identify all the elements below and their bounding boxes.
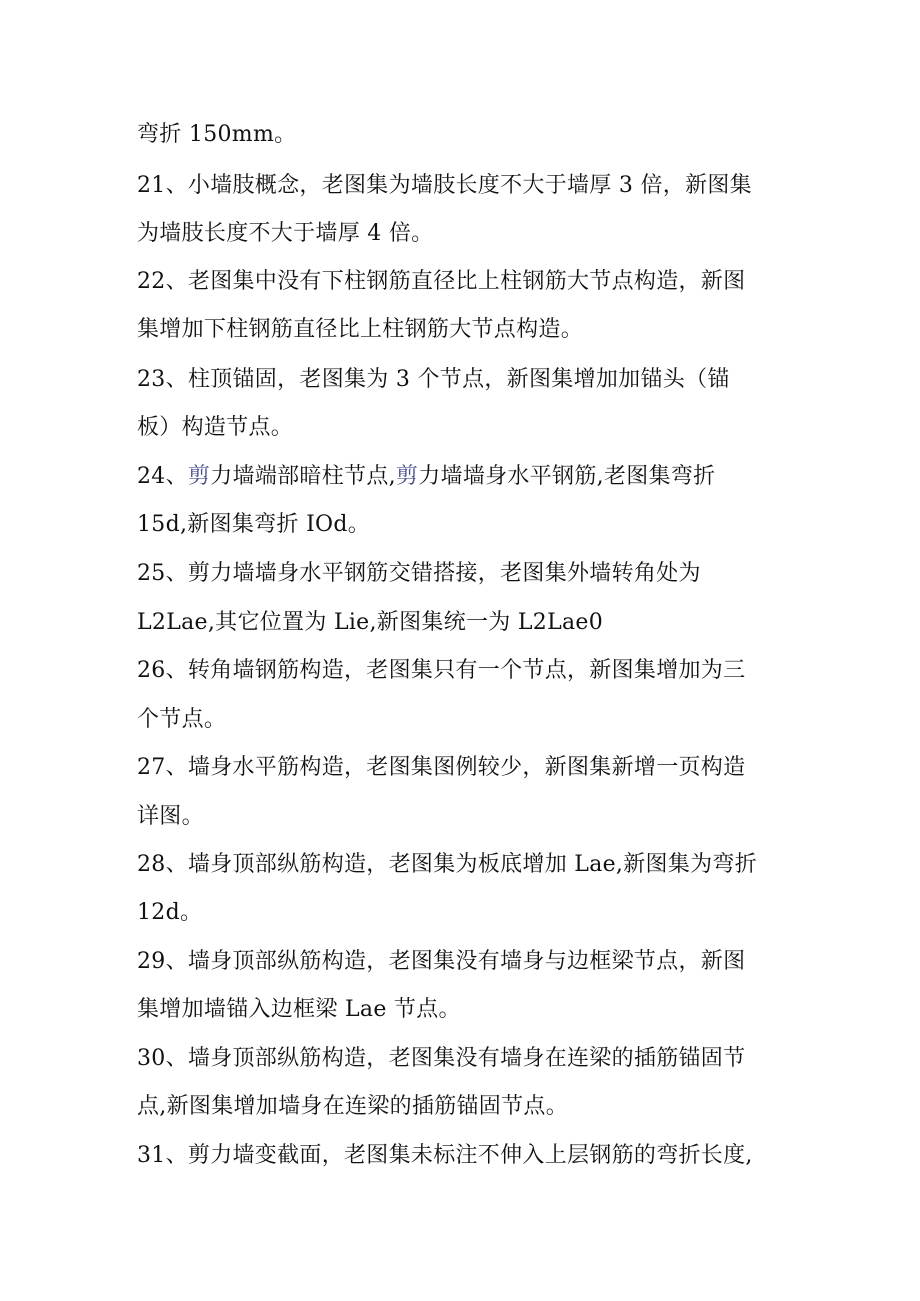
text-line-12: 26、转角墙钢筋构造，老图集只有一个节点，新图集增加为三 [137, 658, 746, 683]
text-line-4: 22、老图集中没有下柱钢筋直径比上柱钢筋大节点构造，新图 [137, 269, 746, 294]
text-segment: 力墙端部暗柱节点, [210, 464, 396, 489]
text-line-21: 点,新图集增加墙身在连梁的插筋锚固节点。 [137, 1094, 568, 1119]
highlighted-char: 剪 [187, 464, 211, 489]
text-line-8 [137, 462, 715, 492]
text-line-2: 21、小墙肢概念，老图集为墙肢长度不大于墙厚 3 倍，新图集 [137, 173, 752, 198]
text-line-11: L2Lae,其它位置为 Lie,新图集统一为 L2Lae0 [137, 610, 604, 635]
text-line-20: 30、墙身顶部纵筋构造，老图集没有墙身在连梁的插筋锚固节 [137, 1046, 746, 1071]
text-line-10: 25、剪力墙墙身水平钢筋交错搭接，老图集外墙转角处为 [137, 561, 701, 586]
text-line-7: 板）构造节点。 [137, 415, 294, 440]
text-line-18: 29、墙身顶部纵筋构造，老图集没有墙身与边框梁节点，新图 [137, 949, 746, 974]
text-segment: 力墙墙身水平钢筋,老图集弯折 [418, 464, 716, 489]
text-line-3: 为墙肢长度不大于墙厚 4 倍。 [137, 221, 434, 246]
text-line-1: 弯折 150mm。 [137, 122, 297, 147]
text-line-9: 15d,新图集弯折 IOd。 [137, 512, 371, 537]
text-line-14: 27、墙身水平筋构造，老图集图例较少，新图集新增一页构造 [137, 755, 746, 780]
text-line-22: 31、剪力墙变截面，老图集未标注不伸入上层钢筋的弯折长度, [137, 1143, 753, 1168]
text-line-17: 12d。 [137, 900, 203, 925]
text-line-6: 23、柱顶锚固，老图集为 3 个节点，新图集增加加锚头（锚 [137, 367, 730, 392]
text-line-13: 个节点。 [137, 707, 227, 732]
text-line-19: 集增加墙锚入边框梁 Lae 节点。 [137, 997, 461, 1022]
text-line-5: 集增加下柱钢筋直径比上柱钢筋大节点构造。 [137, 317, 584, 342]
text-line-15: 详图。 [137, 804, 204, 829]
text-line-16: 28、墙身顶部纵筋构造，老图集为板底增加 Lae,新图集为弯折 [137, 852, 758, 877]
text-segment: 24、 [137, 464, 188, 489]
highlighted-char: 剪 [395, 464, 419, 489]
